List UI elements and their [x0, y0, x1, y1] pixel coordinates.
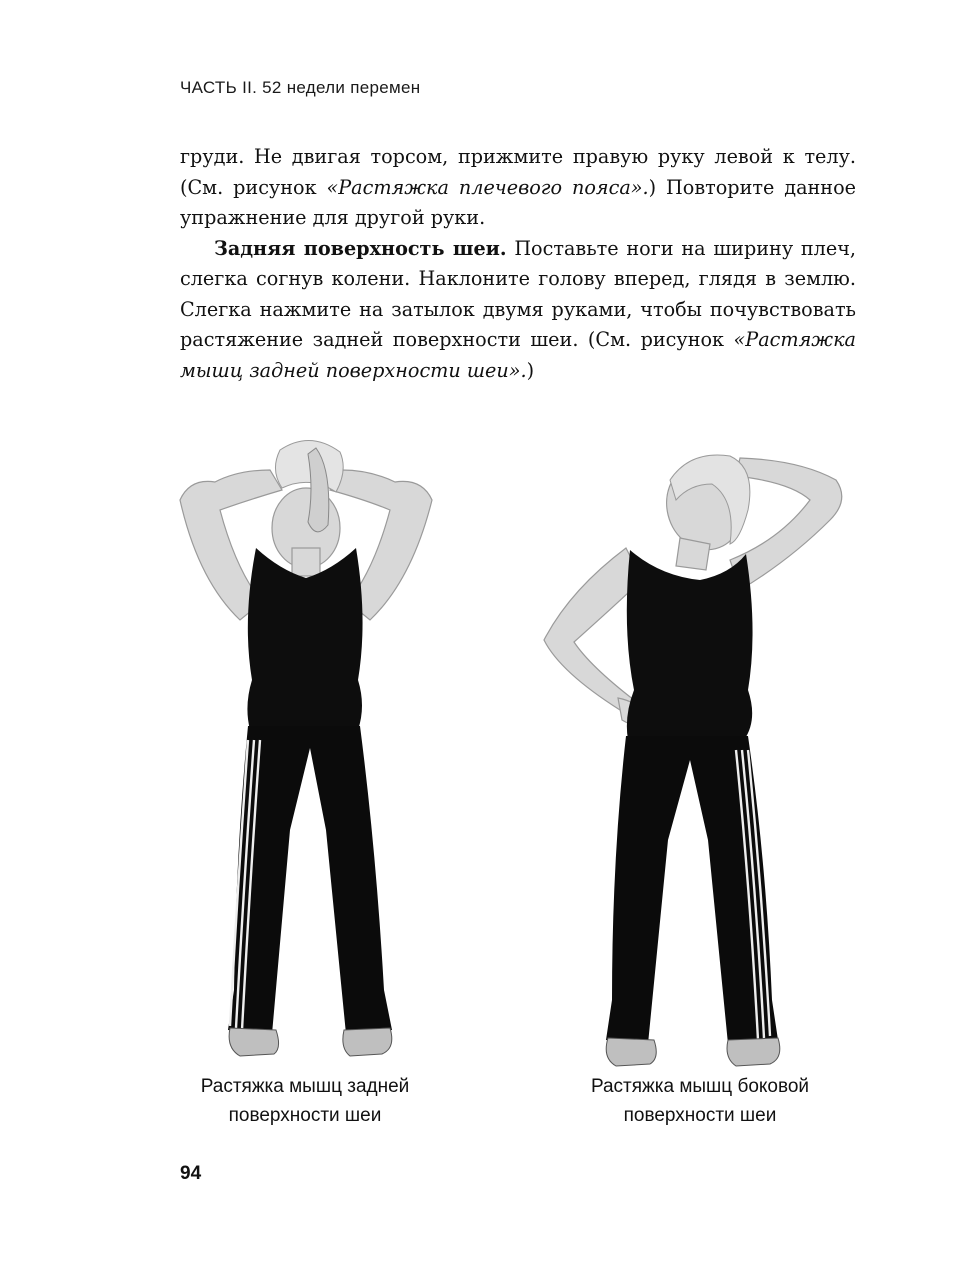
paragraph: груди. Не двигая торсом, прижмите правую руку левой к телу. (См. рисунок «Растяжка плечевого пояса».) Повторите данное упражнение для другой руки. — [180, 145, 856, 229]
paragraph: Задняя поверхность шеи. Поставьте ноги на ширину плеч, слегка согнув колени. Наклоните голову вперед, глядя в землю. Слегка нажмите на затылок двумя руками, чтобы почувствовать растяжение задней поверхности шеи. (См. рисунок «Растяжка мышц задней поверхности шеи».) — [180, 236, 856, 382]
caption-line: поверхности шеи — [228, 1105, 382, 1126]
body-text — [180, 142, 856, 386]
figure-caption-side-neck — [550, 1072, 850, 1130]
caption-line: Растяжка мышц боковой — [590, 1076, 810, 1097]
page-number: 94 — [180, 1163, 202, 1184]
running-head: ЧАСТЬ II. 52 недели перемен — [180, 78, 421, 97]
caption-line: поверхности шеи — [623, 1105, 777, 1126]
caption-line: Растяжка мышц задней — [200, 1076, 410, 1097]
side-neck-stretch-photo — [530, 440, 860, 1070]
figure-caption-back-neck — [170, 1072, 440, 1130]
side-neck-stretch-illustration — [530, 440, 860, 1070]
back-neck-stretch-photo — [170, 430, 440, 1070]
back-neck-stretch-illustration — [170, 430, 440, 1070]
